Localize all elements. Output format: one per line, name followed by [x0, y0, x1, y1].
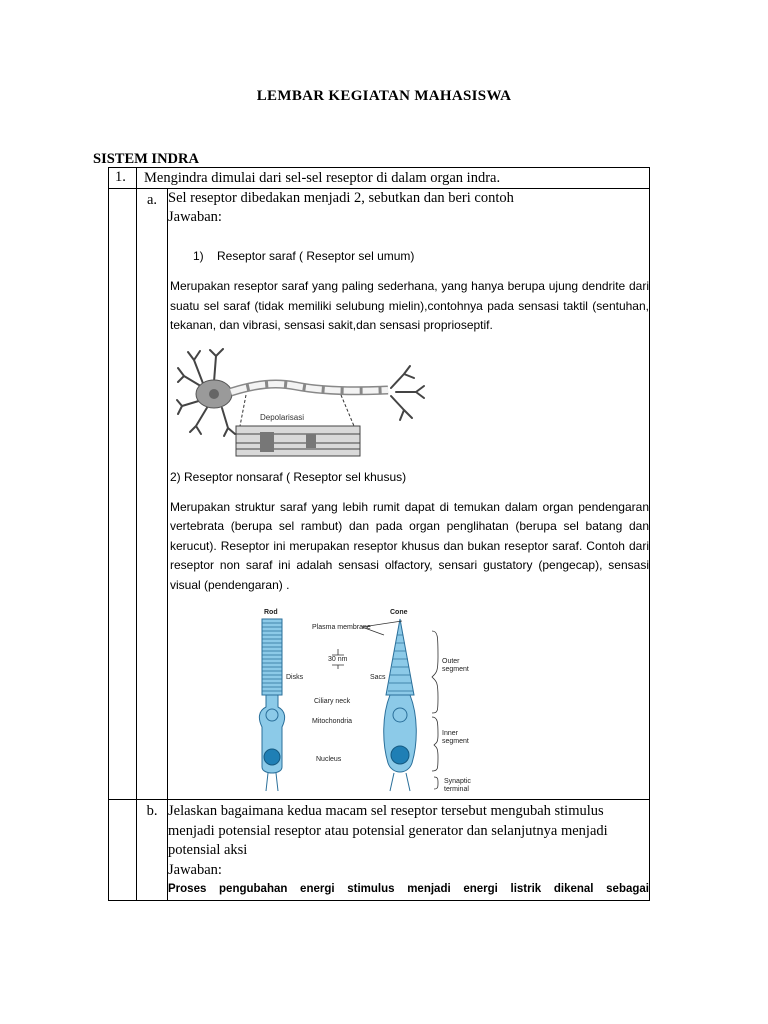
blank-cell: [109, 189, 137, 800]
item2-paragraph: Merupakan struktur saraf yang lebih rumit dapat di temukan dalam organ pendengaran vertebrata (berupa sel rambut) dan pada organ penglihatan (berupa sel batang dan kerucut). Reseptor ini merupakan reseptor khusus dan bukan reseptor saraf. Contoh dari reseptor non saraf ini adalah sensasi olfactory, sensari gustatory (pengecap), sensasi visual (pendengaran) .: [170, 499, 649, 592]
rod-label: Rod: [264, 609, 278, 616]
sacs-label: Sacs: [370, 674, 386, 681]
part-a-letter: a.: [137, 189, 168, 800]
rod-cell: [259, 619, 284, 791]
cone-label: Cone: [390, 609, 408, 616]
inner-segment-label: segment: [442, 738, 469, 745]
item2-heading: 2) Reseptor nonsaraf ( Reseptor sel khusus): [170, 469, 407, 484]
part-a-question: Sel reseptor dibedakan menjadi 2, sebutkan dan beri contoh: [168, 190, 514, 206]
cone-cell: [384, 619, 417, 791]
part-a-row: [109, 189, 650, 800]
neuron-depolarization-figure: [176, 348, 446, 458]
plasma-membrane-label: Plasma membrane: [312, 624, 371, 631]
item1-paragraph: Merupakan reseptor saraf yang paling sederhana, yang hanya berupa ujung dendrite dari suatu sel saraf (tidak memiliki selubung mielin),contohnya pada sensasi taktil (sentuhan, tekanan, dan vibrasi, sensasi sakit,dan sensasi proprioseptif.: [170, 279, 649, 332]
mitochondria-label: Mitochondria: [312, 718, 353, 725]
document-title: LEMBAR KEGIATAN MAHASISWA: [256, 88, 512, 104]
part-b-answer-start: Proses pengubahan energi stimulus menjadi energi listrik dikenal sebagai: [168, 882, 649, 895]
question-row: [109, 168, 650, 189]
synaptic-label: Synaptic: [444, 778, 471, 785]
inner-label: Inner: [442, 730, 458, 737]
rod-cone-figure: [252, 607, 492, 797]
ciliary-neck-label: Ciliary neck: [314, 698, 351, 705]
part-b-answer-label: Jawaban:: [168, 861, 222, 878]
part-b-question: Jelaskan bagaimana kedua macam sel reseptor tersebut mengubah stimulus menjadi potensial reseptor atau potensial generator dan selanjutnya menjadi potensial aksi: [168, 803, 608, 858]
part-a-content: [168, 189, 650, 800]
synaptic-terminal-label: terminal: [444, 786, 469, 793]
outer-segment-label: segment: [442, 666, 469, 673]
thickness-label: 30 nm: [328, 656, 348, 663]
outer-label: Outer: [442, 658, 460, 665]
nucleus-label: Nucleus: [316, 756, 342, 763]
part-b-letter: b.: [137, 800, 168, 901]
blank-cell: [109, 800, 137, 901]
section-heading: SISTEM INDRA: [93, 151, 199, 167]
question-number: 1.: [109, 168, 137, 189]
item1-heading: 1) Reseptor saraf ( Reseptor sel umum): [193, 249, 415, 263]
depolarization-label: Depolarisasi: [260, 412, 305, 422]
question-text: Mengindra dimulai dari sel-sel reseptor di dalam organ indra.: [137, 168, 650, 189]
part-b-content: [168, 800, 650, 901]
part-b-row: [109, 800, 650, 901]
disks-label: Disks: [286, 674, 304, 681]
worksheet-table: [108, 167, 650, 901]
part-a-answer-label: Jawaban:: [168, 209, 222, 225]
